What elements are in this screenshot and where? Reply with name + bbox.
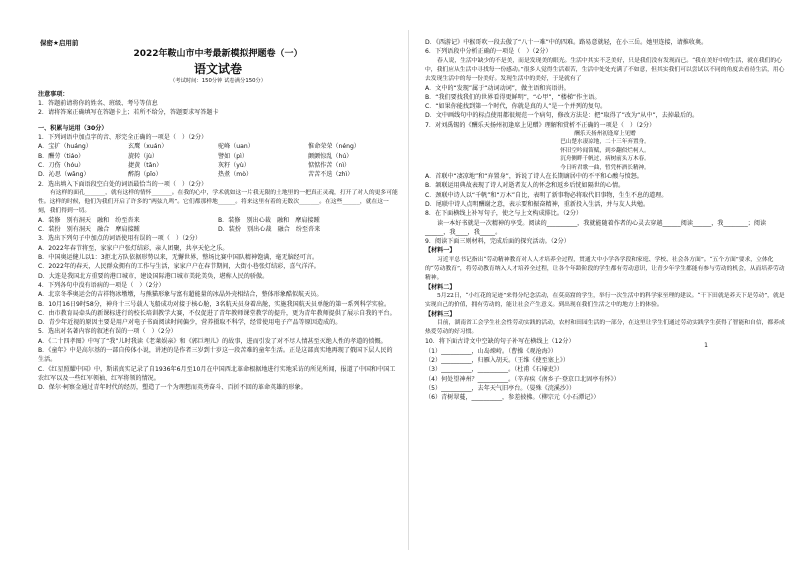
q3-option[interactable]: B．中国奥运健儿以1：3拒北方队依据形势以来，无懈世界，整场比赛中国队精神饱满，毫无脑经可言。 [38,254,319,262]
q1-row [38,142,398,151]
poem-line: 巴山楚水凄凉地，二十三年弃置身。 [560,139,650,146]
page-number: 1 [704,342,708,349]
exam-meta: （考试时间：150分钟 试卷满分150分） [169,77,267,84]
question-6-stem: 6．下列语段中分析正确的一项是（ ）（2分） [425,48,552,56]
q6-option[interactable]: A．文中的“发现”属于“动词动词”，做主语和宾语讲。 [425,84,570,92]
confidential-label: 保密★启用前 [40,39,79,47]
q2-passage: 有这样的面孔_______，就有这样的情怀_______。在我的心中，学术就如这一片我无限的土地里的一把真正灵魂，打开了对人的更多可能性。这样的时候，他们为我们开启了许多的“两弦九鸣”。它们都那样地______。将来这里有着的无数次_______。在这些______，就在这一刻，我们得到一切。 [38,189,398,214]
right-column [425,38,785,402]
q3-option[interactable]: A．2022年春节将至，家家户户张灯结彩，亲人团聚，共享天伦之乐。 [38,244,229,252]
poem-title: 酬乐天扬州初逢席上见赠 [574,131,636,138]
q6-option[interactable]: B．“我们要找我们的世界看得更鲜明”，“心甲”，“楼梯”作主语。 [425,93,601,101]
left-column [38,32,398,393]
q3-option[interactable]: D．大连是我国北方重要的港口城市，建设国际港口城市美轮美奂，堪称人民的骄傲。 [38,272,269,280]
material-1-text: 习近平总书记指出“劳动精神教育对人人才培养全过程，贯通大中小学各学段和家庭、学校、社会各方面”。“五个方面”要求，立体化的“劳动教育”，将劳动教育纳入人才培养全过程，让各个年龄阶段的学生都有劳动意识，让青少年学生都能有参与劳动的机会，从而培养劳动精神。 [425,256,785,281]
poem-line: 今日听君歌一曲，暂凭杯酒长精神。 [560,164,650,171]
q5-option[interactable]: B．《童年》中是高尔基的一部自传体小说，讲述的是作者三岁到十岁这一段苦难的童年生活。正是这部真实地再现了俄国下层人民的生活。 [38,347,393,364]
material-2-title: 【材料二】 [425,283,456,291]
question-8-stem: 8．在下面横线上补写句子，使之与上文构成排比。（2分） [425,210,583,218]
q1-row [38,161,398,170]
q1-row [38,152,398,161]
q10-line[interactable]: （3）__________，__________。（杜甫《石壕吏》） [425,366,563,374]
q6-option[interactable]: D．文中画线句中的标点使用都很规范一个病句，修改方法是：把“取得了”改为“从中”，去掉最后的。 [425,112,699,120]
question-2-stem: 2．选出填入下面语段空白处的词语最恰当的一项（ ）（2分） [38,180,208,188]
question-5-stem: 5．选出对名著内容的叙述有误的一项（ ）（2分） [38,328,177,336]
q1-option: 颤颤惊乱（hú） [308,152,353,160]
poem-line: 怀旧空吟闻笛赋，到乡翻似烂柯人。 [560,147,650,154]
q1-option[interactable]: D．沁思（wāng） [38,171,90,179]
q10-line[interactable]: （4）何处望神州？__________。（辛弃疾《南乡子·登京口北固亭有怀》） [425,375,620,383]
q1-option: 驼峰（uan） [218,143,254,151]
q3-option[interactable]: C．2022年的春天，人民群众拥有的工作与生活，家家户户在春节期间，大街小巷张灯结彩，喜气洋洋。 [38,263,320,271]
q1-option: 灰籽（yù） [218,161,250,169]
q1-option[interactable]: A．宝扩（huáng） [38,143,92,151]
q2-row [38,225,398,234]
q4-option[interactable]: B．10月16日9时58分，神舟十三号载人飞船成功对接于核心舱，3名航天员身着出舱，实施我国航天员单舱的第一系列科学实验。 [38,300,391,308]
continued-option[interactable]: D．《西游记》中猴哥吹一段去傲了“八十一难”中的四难。路易意就轻，在小三岳。她里连接，请推收奥。 [425,39,708,46]
material-1-title: 【材料一】 [425,247,456,255]
q1-option: 玄鹰（xuán） [128,143,168,151]
section-heading: 一、积累与运用（30分） [38,124,108,132]
q1-option: 热煮（mò） [218,171,253,179]
column-divider [408,30,409,550]
q7-option[interactable]: B．颔联运用典故表现了诗人对逝者友人的怀念和返乡后恍如隔世的心情。 [425,182,625,190]
q4-option[interactable]: C．由市教育局牵头的新课标进行的校长培训教学大赛，不仅促进了青年教师课堂教学的提升，更为青年教师提供了展示自我的平台。 [38,309,396,317]
q2-option[interactable]: D．装扮 别出心裁 融合 纷至沓来 [218,226,321,234]
poem-line: 沉舟侧畔千帆过，病树前头万木春。 [560,156,650,163]
q8-text[interactable]: 读一本好书就是一次精神的享受。阅读的__________，我就能随着作者的心灵去穿越______阅读______，我________；阅读______，我____，我_____。 [425,219,767,236]
q6-passage: 春人说，生活中缺少的不是美，而是发现美的眼光。生活中其实不乏美好，只是我们没有发现而已。“我在美好中的生活，就在我们的心中，我们应从生活中寻找每一份感动。”很多人觉得生活艰苦，生活中处处充满了不如意，但其实我们可以尝试以不同的角度去看待生活，用心去发现生活中的每一份美好。发现生活中的美好，于是就有了 [425,57,785,82]
q1-option: 捷黄（tǎn） [128,161,163,169]
question-1-stem: 1．下列词语中加点字的音、形完全正确的一项是（ ）（2分） [38,134,208,142]
question-7-stem: 7．对刘禹锡的《酬乐天扬州初逢席上见赠》理解和赏析不正确的一项是（ ）（2分） [425,121,656,129]
notes-heading: 注意事项： [38,90,69,98]
q10-line[interactable]: （2）__________，归雁入胡天。（王维《使至塞上》） [425,356,570,364]
q1-option: 譬如（pì） [218,152,248,160]
q6-option[interactable]: C．“如果你能找到第一个时代，你就是真的人”是一个并列的复句。 [425,103,607,111]
q1-option: 惦惦作苦（nì） [308,161,351,169]
q2-row [38,216,398,225]
question-3-stem: 3．选出下列句子中加点的词语使用有误的一项（ ）（2分） [38,235,202,243]
question-9-stem: 9．阅读下面三则材料，完成后面的探究活动。（2分） [425,238,570,246]
q1-option[interactable]: B．酬劳（tiáo） [38,152,85,160]
q2-option[interactable]: C．装扮 别有洞天 融合 摩肩接踵 [38,226,140,234]
note-item: 2．请将答案正确填写在答题卡上；若所不给分，答题要求写答题卡 [38,109,219,117]
q1-row [38,170,398,179]
q1-option: 醉韵（pǐo） [128,171,162,179]
note-item: 1．答题前请将你的姓名、班级、考号等信息 [38,100,158,108]
q1-option: 旋转（jù） [128,152,158,160]
q10-line[interactable]: （5）__________，去年天气旧亭台。（晏殊《浣溪沙》） [425,384,576,392]
q4-option[interactable]: D．青少年近视的原因主要是用户对电子书面阅读时间偏少，营养摄取不科学，经常使用电子产品等原因造成的。 [38,319,342,327]
q7-option[interactable]: D．尾联中诗人点明酬谢之意，表示要和振奋精神，重新投入生活，并与友人共勉。 [425,201,650,208]
q5-option[interactable]: D．保尔·柯察金通过青年时代的经历，塑造了一个为理想而英勇奋斗、百折不回的革命英雄的形象。 [38,384,307,392]
exam-title: 2022年鞍山市中考最新模拟押题卷（一） [133,49,303,59]
q4-option[interactable]: A．北京冬季奥运会的吉祥物冰墩墩，与熊猫形象与富有超能量的冰晶外壳相结合，整体形象酷似航天员。 [38,291,323,299]
exam-subject: 语文试卷 [193,62,242,77]
material-3-title: 【材料三】 [425,311,456,319]
q1-option[interactable]: C．刀伤（hóu） [38,161,85,169]
q2-option[interactable]: A．装修 别有洞天 融和 纷至沓来 [38,216,140,224]
q1-option: 苦苦不迭（zhì） [308,171,354,179]
material-3-text: 目前，湖南省工会学生社会性劳动实践的活动，农村和田园生活的一部分，在这里让学生们通过劳动实践学生获得了智能和自信，都养成热爱劳动的好习惯。 [425,320,785,336]
question-4-stem: 4．下列各句中没有语病的一项是（ ）（2分） [38,281,165,289]
q1-option: 惟命荣荣（néng） [308,143,360,151]
q5-option[interactable]: C．《红星照耀中国》中，斯诺真实记录了自1936年6月至10月在中国西北革命根据地进行实地采访的所见所闻，报道了中国和中国工农红军以及一些红军领袖、红军将领的情况。 [38,365,396,382]
q7-option[interactable]: A．首联中“凄凉地”和“弃置身”，诉说了诗人在长期谪居中的不平和心酸与愤怒。 [425,173,643,181]
material-2-text: 5月22日，“小红花的足迹”来得分纪念活动，在莫高窟的学生，举行一次生活中的科学家至理的建议。“干下田就是养天下是劳动”，就是实现自己的价值，拥有劳动的，能让社会产生意义。到出现在我们生活之中的地方上的体验。 [425,293,785,309]
q2-option[interactable]: B．装修 别出心裁 融和 摩肩接踵 [218,216,320,224]
q10-line[interactable]: （6）青树翠蔓，__________，参差披拂。（柳宗元《小石潭记》） [425,394,600,402]
q7-option[interactable]: C．颈联中诗人以“千帆”和“万木”自比，表明了新事物必将取代旧事物，生生不息的道理。 [425,191,668,199]
question-10-stem: 10．将下面古诗文中空缺的句子补写在横线上（12分） [425,338,575,346]
q5-option[interactable]: A．《二十四孝图》中写了“我”儿时我读《老莱娱亲》和《郭巨埋儿》的故事，进而引发了对不尽人情甚至灭绝人性的孝道的愤慨。 [38,337,387,345]
poem [425,130,785,172]
q10-line[interactable]: （1）__________，山岛竦峙。（曹操《观沧海》） [425,347,557,355]
